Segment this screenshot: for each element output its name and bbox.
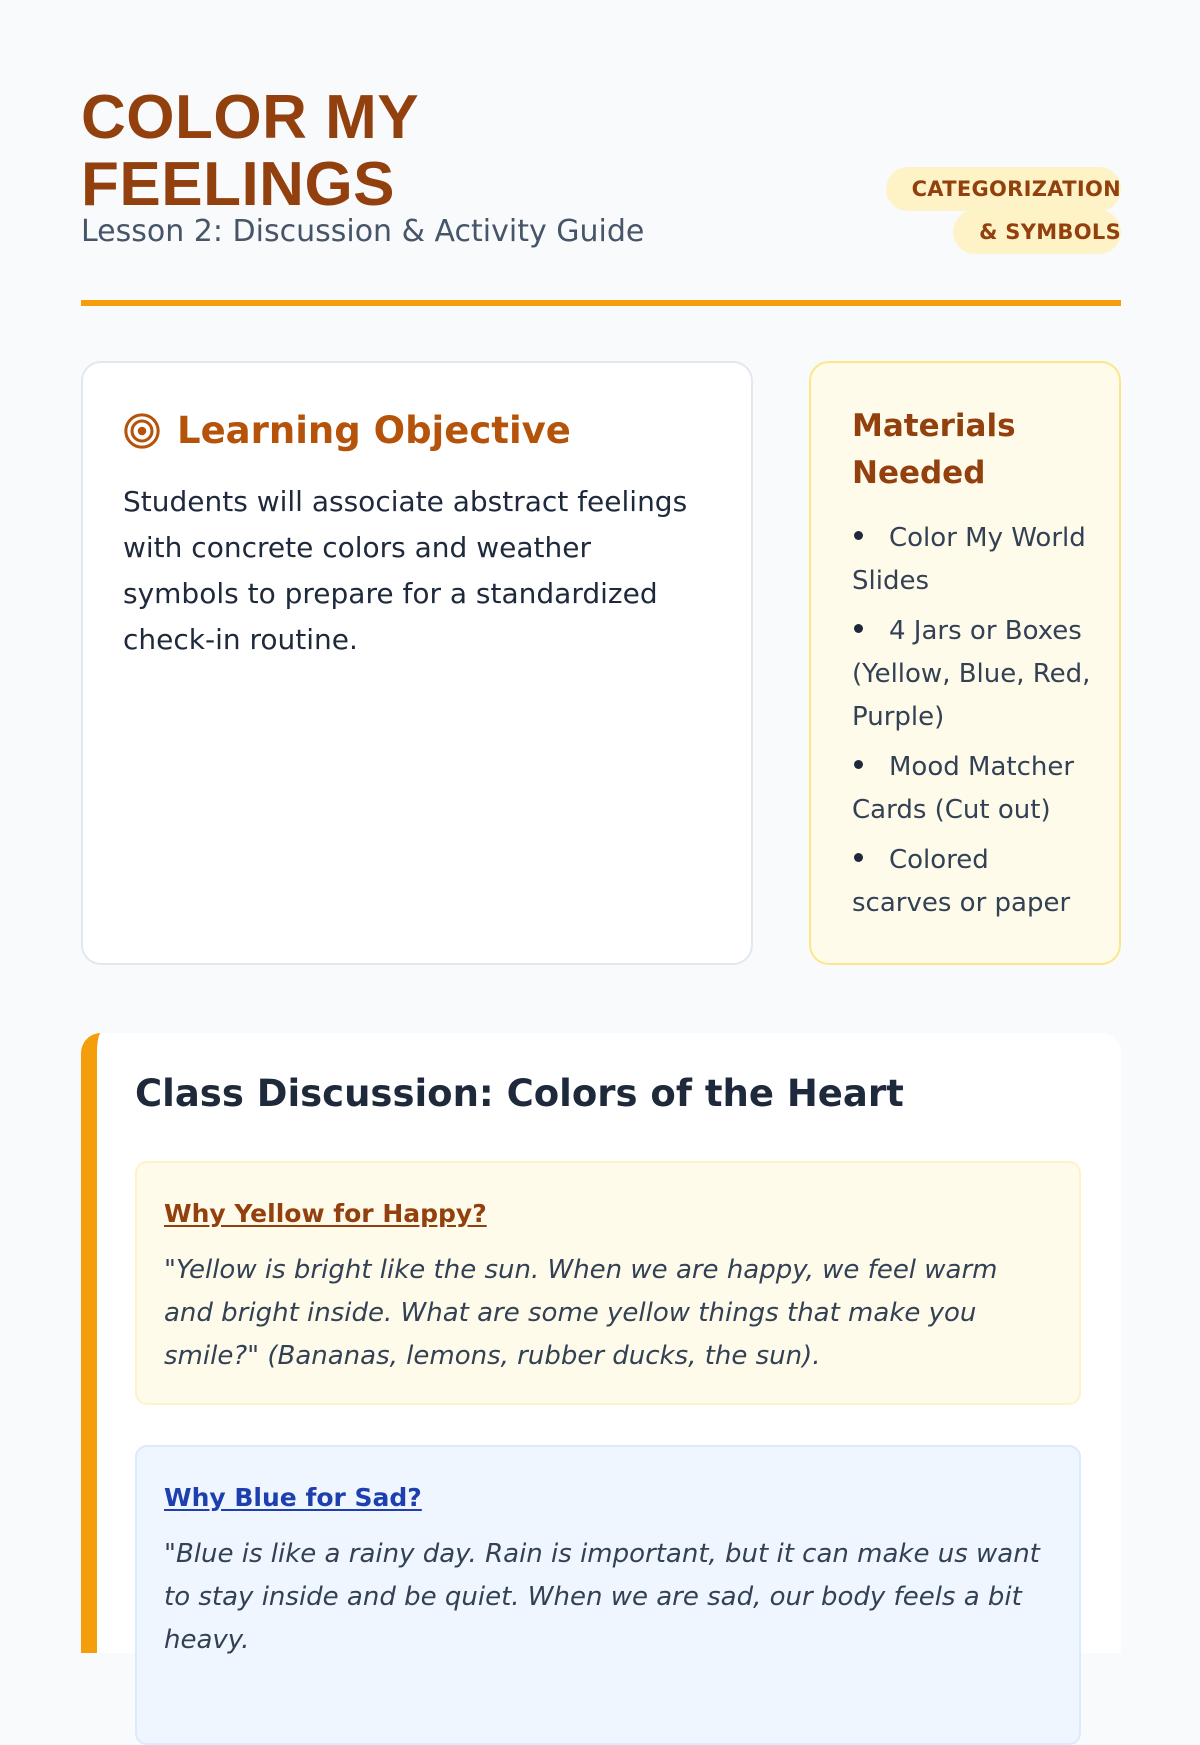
target-icon [123, 412, 161, 450]
material-label: Mood Matcher Cards (Cut out) [852, 752, 1075, 825]
list-item [852, 610, 1091, 739]
category-badge [871, 168, 1121, 254]
bullet-icon [854, 760, 863, 769]
prompt-text-yellow: "Yellow is bright like the sun. When we are happy, we feel warm and bright inside. What are some yellow things that make you smile?" (Bananas, lemons, rubber ducks, the sun). [164, 1255, 998, 1371]
prompt-text-blue: "Blue is like a rainy day. Rain is important, but it can make us want to stay inside and be quiet. When we are sad, our body feels a bit heavy. [164, 1539, 1040, 1655]
material-label: Color My World Slides [852, 523, 1086, 596]
materials-list [852, 517, 1091, 925]
materials-title: Materials Needed [852, 408, 1016, 491]
material-label: 4 Jars or Boxes (Yellow, Blue, Red, Purple) [852, 616, 1091, 732]
page-title: COLOR MY FEELINGS [81, 83, 418, 219]
category-badge-label: CATEGORIZATION & SYMBOLS [886, 167, 1121, 254]
bullet-icon [854, 853, 863, 862]
materials-card [809, 361, 1121, 965]
prompt-card-yellow [135, 1161, 1081, 1405]
learning-objective-card [81, 361, 753, 965]
list-item [852, 517, 1091, 603]
material-label: Colored scarves or paper [852, 845, 1071, 918]
class-discussion-section [81, 1033, 1121, 1653]
prompt-heading-yellow: Why Yellow for Happy? [164, 1199, 487, 1228]
list-item [852, 746, 1091, 832]
bullet-icon [854, 531, 863, 540]
discussion-title: Class Discussion: Colors of the Heart [135, 1072, 904, 1115]
objective-heading [123, 409, 711, 453]
header-divider [81, 300, 1121, 306]
list-item [852, 839, 1091, 925]
objective-text: Students will associate abstract feelings with concrete colors and weather symbols to prepare for a standardized check-in routine. [123, 485, 688, 656]
page-header [81, 84, 1121, 310]
page-subtitle: Lesson 2: Discussion & Activity Guide [81, 214, 645, 249]
prompt-heading-blue: Why Blue for Sad? [164, 1483, 422, 1512]
prompt-card-blue [135, 1445, 1081, 1745]
objective-title: Learning Objective [177, 409, 571, 452]
bullet-icon [854, 624, 863, 633]
